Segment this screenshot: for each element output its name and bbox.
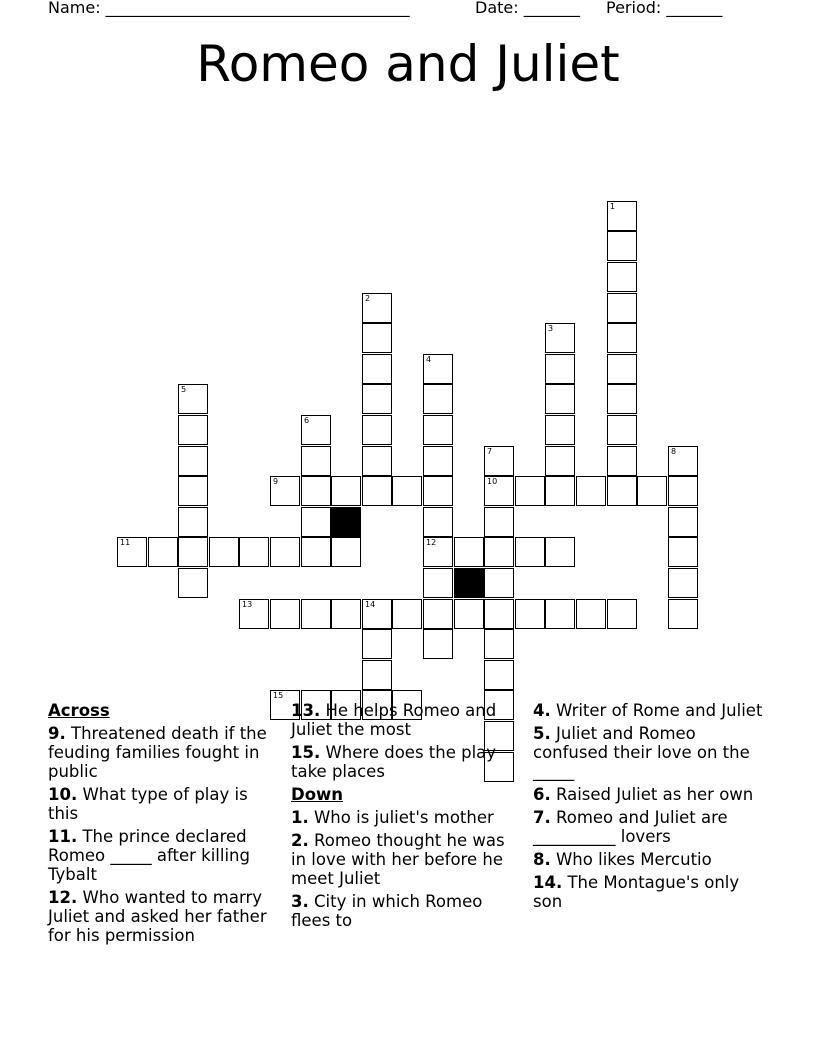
crossword-cell[interactable] xyxy=(515,476,545,506)
crossword-cell[interactable] xyxy=(668,599,698,629)
crossword-cell[interactable] xyxy=(484,629,514,659)
crossword-cell[interactable] xyxy=(270,599,300,629)
crossword-cell[interactable] xyxy=(423,446,453,476)
clue-number: 8 xyxy=(671,447,677,456)
crossword-cell[interactable] xyxy=(362,293,392,323)
date-field[interactable]: Date: _______ xyxy=(475,0,580,17)
crossword-cell[interactable] xyxy=(423,629,453,659)
clue-number: 12 xyxy=(426,538,437,547)
crossword-cell[interactable] xyxy=(545,323,575,353)
crossword-cell[interactable] xyxy=(545,415,575,445)
crossword-cell[interactable] xyxy=(607,354,637,384)
crossword-cell[interactable] xyxy=(239,537,269,567)
clue-number: 1 xyxy=(610,202,616,211)
clue-down-1: 1. Who is juliet's mother xyxy=(291,808,494,827)
clue-down-7: 7. Romeo and Juliet are __________ lovers xyxy=(533,808,728,846)
crossword-cell[interactable] xyxy=(423,476,453,506)
crossword-cell[interactable] xyxy=(301,537,331,567)
clue-column-1 xyxy=(48,701,280,949)
crossword-cell[interactable] xyxy=(301,446,331,476)
crossword-cell[interactable] xyxy=(668,568,698,598)
crossword-cell[interactable] xyxy=(423,384,453,414)
crossword-cell[interactable] xyxy=(362,446,392,476)
crossword-cell[interactable] xyxy=(484,599,514,629)
crossword-cell[interactable] xyxy=(362,599,392,629)
crossword-cell[interactable] xyxy=(270,537,300,567)
crossword-cell[interactable] xyxy=(576,476,606,506)
crossword-cell[interactable] xyxy=(331,599,361,629)
crossword-cell[interactable] xyxy=(607,446,637,476)
clue-down-4: 4. Writer of Rome and Juliet xyxy=(533,701,763,720)
crossword-cell[interactable] xyxy=(301,507,331,537)
crossword-cell[interactable] xyxy=(484,507,514,537)
crossword-cell[interactable] xyxy=(301,599,331,629)
clue-across-12: 12. Who wanted to marry Juliet and asked her father for his permission xyxy=(48,888,267,945)
clue-number: 14 xyxy=(365,600,376,609)
clue-across-15: 15. Where does the play take places xyxy=(291,743,497,781)
crossword-cell[interactable] xyxy=(331,537,361,567)
crossword-cell[interactable] xyxy=(362,415,392,445)
crossword-cell[interactable] xyxy=(331,476,361,506)
clue-column-3 xyxy=(533,701,765,915)
clue-number: 11 xyxy=(120,538,131,547)
crossword-cell[interactable] xyxy=(637,476,667,506)
crossword-cell[interactable] xyxy=(515,599,545,629)
period-field[interactable]: Period: _______ xyxy=(606,0,723,17)
crossword-cell[interactable] xyxy=(607,201,637,231)
clue-down-8: 8. Who likes Mercutio xyxy=(533,850,712,869)
crossword-cell[interactable] xyxy=(515,537,545,567)
crossword-cell[interactable] xyxy=(484,476,514,506)
clue-number: 4 xyxy=(426,355,432,364)
clue-down-3: 3. City in which Romeo flees to xyxy=(291,892,483,930)
crossword-cell[interactable] xyxy=(545,599,575,629)
clue-down-14: 14. The Montague's only son xyxy=(533,873,740,911)
crossword-cell[interactable] xyxy=(301,415,331,445)
crossword-cell[interactable] xyxy=(423,568,453,598)
crossword-cell[interactable] xyxy=(454,599,484,629)
clue-number: 7 xyxy=(487,447,493,456)
crossword-cell[interactable] xyxy=(392,599,422,629)
page-title: Romeo and Juliet xyxy=(196,35,620,93)
across-heading: Across xyxy=(48,701,110,720)
crossword-cell[interactable] xyxy=(545,476,575,506)
crossword-cell[interactable] xyxy=(423,415,453,445)
crossword-cell[interactable] xyxy=(545,354,575,384)
crossword-cell[interactable] xyxy=(148,537,178,567)
clue-down-2: 2. Romeo thought he was in love with her before he meet Juliet xyxy=(291,831,505,888)
clue-number: 6 xyxy=(304,416,310,425)
crossword-cell[interactable] xyxy=(362,323,392,353)
crossword-cell[interactable] xyxy=(668,537,698,567)
down-heading: Down xyxy=(291,785,344,804)
clue-number: 9 xyxy=(273,477,279,486)
black-cell xyxy=(331,507,361,537)
crossword-cell[interactable] xyxy=(668,446,698,476)
crossword-cell[interactable] xyxy=(362,660,392,690)
crossword-cell[interactable] xyxy=(607,262,637,292)
crossword-cell[interactable] xyxy=(423,537,453,567)
clue-number: 10 xyxy=(487,477,498,486)
clue-across-10: 10. What type of play is this xyxy=(48,785,248,823)
crossword-cell[interactable] xyxy=(484,660,514,690)
clue-across-9: 9. Threatened death if the feuding families fought in public xyxy=(48,724,267,781)
clue-number: 2 xyxy=(365,294,371,303)
crossword-cell[interactable] xyxy=(209,537,239,567)
crossword-cell[interactable] xyxy=(545,537,575,567)
crossword-cell[interactable] xyxy=(576,599,606,629)
crossword-cell[interactable] xyxy=(178,415,208,445)
crossword-cell[interactable] xyxy=(362,384,392,414)
crossword-cell[interactable] xyxy=(178,384,208,414)
crossword-cell[interactable] xyxy=(545,446,575,476)
crossword-cell[interactable] xyxy=(484,446,514,476)
crossword-cell[interactable] xyxy=(607,599,637,629)
crossword-cell[interactable] xyxy=(607,293,637,323)
clue-number: 13 xyxy=(242,600,253,609)
crossword-cell[interactable] xyxy=(607,323,637,353)
crossword-cell[interactable] xyxy=(484,537,514,567)
crossword-cell[interactable] xyxy=(178,446,208,476)
clue-across-13: 13. He helps Romeo and Juliet the most xyxy=(291,701,497,739)
crossword-cell[interactable] xyxy=(423,599,453,629)
crossword-cell[interactable] xyxy=(668,476,698,506)
crossword-cell[interactable] xyxy=(362,476,392,506)
crossword-cell[interactable] xyxy=(607,231,637,261)
crossword-cell[interactable] xyxy=(270,476,300,506)
crossword-cell[interactable] xyxy=(484,568,514,598)
clue-number: 15 xyxy=(273,691,284,700)
crossword-cell[interactable] xyxy=(454,537,484,567)
crossword-cell[interactable] xyxy=(362,354,392,384)
crossword-cell[interactable] xyxy=(607,415,637,445)
crossword-cell[interactable] xyxy=(423,354,453,384)
crossword-cell[interactable] xyxy=(392,476,422,506)
crossword-cell[interactable] xyxy=(178,476,208,506)
crossword-cell[interactable] xyxy=(607,384,637,414)
crossword-cell[interactable] xyxy=(301,476,331,506)
crossword-cell[interactable] xyxy=(178,568,208,598)
crossword-cell[interactable] xyxy=(178,507,208,537)
clue-number: 3 xyxy=(548,324,554,333)
name-field[interactable]: Name: ______________________________________ xyxy=(48,0,410,17)
clue-column-2 xyxy=(291,701,523,934)
clue-down-5: 5. Juliet and Romeo confused their love on the _____ xyxy=(533,724,750,781)
black-cell xyxy=(454,568,484,598)
crossword-cell[interactable] xyxy=(117,537,147,567)
crossword-cell[interactable] xyxy=(239,599,269,629)
crossword-cell[interactable] xyxy=(545,384,575,414)
crossword-cell[interactable] xyxy=(362,629,392,659)
crossword-cell[interactable] xyxy=(668,507,698,537)
clue-number: 5 xyxy=(181,385,187,394)
crossword-cell[interactable] xyxy=(178,537,208,567)
crossword-cell[interactable] xyxy=(607,476,637,506)
clue-across-11: 11. The prince declared Romeo _____ after killing Tybalt xyxy=(48,827,250,884)
crossword-cell[interactable] xyxy=(423,507,453,537)
clue-down-6: 6. Raised Juliet as her own xyxy=(533,785,754,804)
